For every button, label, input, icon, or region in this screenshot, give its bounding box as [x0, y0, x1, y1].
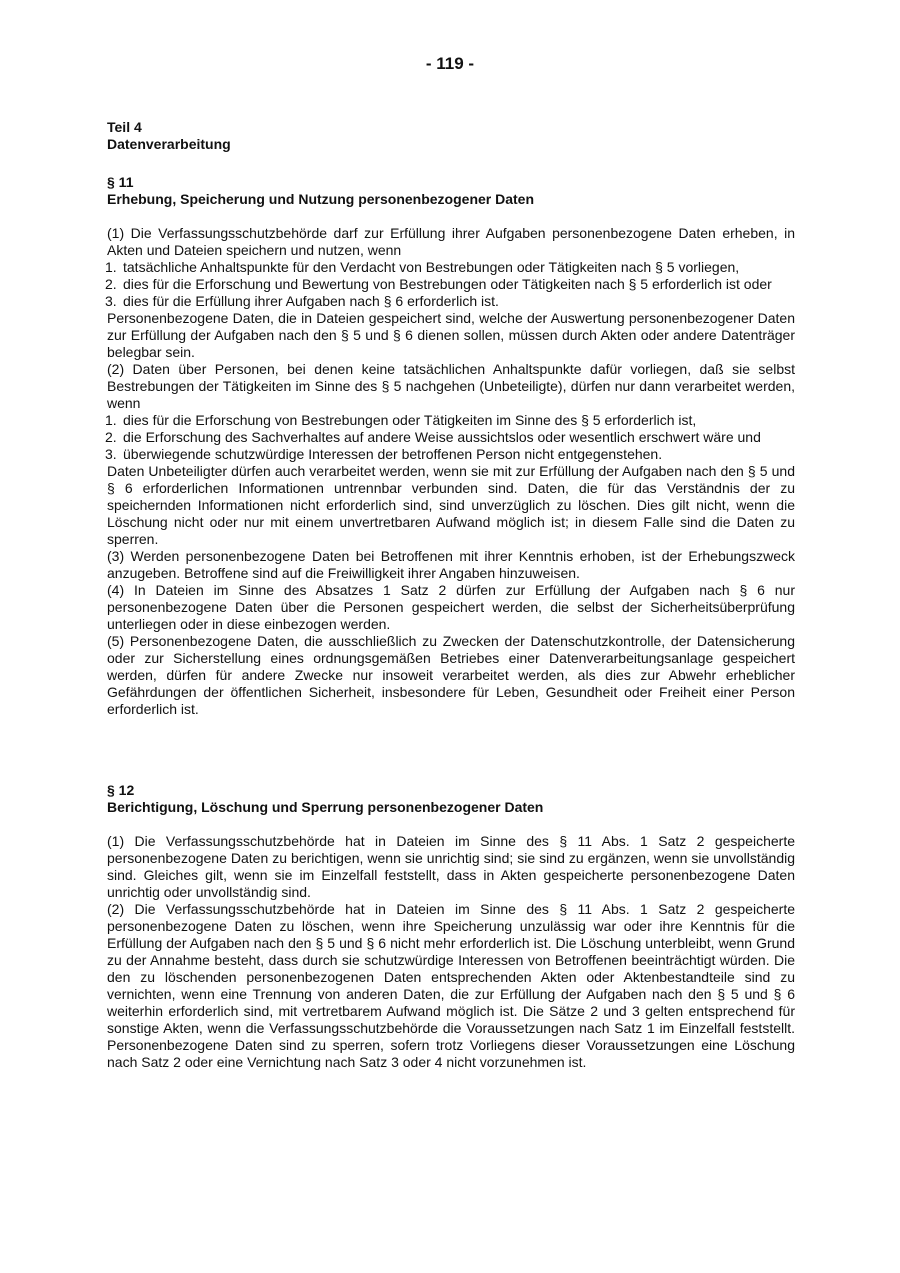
- paragraph: Daten Unbeteiligter dürfen auch verarbeitet werden, wenn sie mit zur Erfüllung der Aufgaben nach den § 5 und § 6 erforderlichen Informationen untrennbar verbunden sind. Daten, die für das Verständnis der zu speichernden Informationen nicht erforderlich sind, sind unverzüglich zu löschen. Dies gilt nicht, wenn die Löschung nicht oder nur mit einem unvertretbaren Aufwand möglich ist; in diesem Falle sind die Daten zu sperren.: [107, 463, 795, 547]
- section-11: [107, 174, 795, 718]
- list-item-number: 2.: [105, 429, 117, 445]
- list-item: [107, 276, 795, 293]
- section-title: Erhebung, Speicherung und Nutzung personenbezogener Daten: [107, 191, 535, 207]
- paragraph: Personenbezogene Daten, die in Dateien gespeichert sind, welche der Auswertung personenbezogener Daten zur Erfüllung der Aufgaben nach den § 5 und § 6 dienen sollen, müssen durch Akten oder andere Datenträger belegbar sein.: [107, 310, 795, 360]
- numbered-list: [107, 412, 795, 463]
- section-12: [107, 782, 795, 1071]
- paragraph: (3) Werden personenbezogene Daten bei Betroffenen mit ihrer Kenntnis erhoben, ist der Erhebungszweck anzugeben. Betroffene sind auf die Freiwilligkeit ihrer Angaben hinzuweisen.: [107, 548, 795, 581]
- numbered-list: [107, 259, 795, 310]
- list-item-text: tatsächliche Anhaltspunkte für den Verdacht von Bestrebungen oder Tätigkeiten nach § 5 vorliegen,: [123, 259, 740, 275]
- paragraph: (4) In Dateien im Sinne des Absatzes 1 Satz 2 dürfen zur Erfüllung der Aufgaben nach § 6 nur personenbezogene Daten über die Personen gespeichert werden, die selbst der Sicherheitsüberprüfung unterliegen oder in diese einbezogen werden.: [107, 582, 795, 632]
- paragraph: (2) Daten über Personen, bei denen keine tatsächlichen Anhaltspunkte dafür vorliegen, daß sie selbst Bestrebungen der Tätigkeiten im Sinne des § 5 nachgehen (Unbeteiligte), dürfen nur dann verarbeitet werden, wenn: [107, 361, 795, 411]
- list-item-text: dies für die Erfüllung ihrer Aufgaben nach § 6 erforderlich ist.: [123, 293, 499, 309]
- list-item: [107, 446, 795, 463]
- list-item: [107, 429, 795, 446]
- paragraph: (2) Die Verfassungsschutzbehörde hat in Dateien im Sinne des § 11 Abs. 1 Satz 2 gespeicherte personenbezogene Daten zu löschen, wenn ihre Speicherung unzulässig war oder ihre Kenntnis für die Erfüllung der Aufgaben nach den § 5 und § 6 nicht mehr erforderlich ist. Die Löschung unterbleibt, wenn Grund zu der Annahme besteht, dass durch sie schutzwürdige Interessen von Betroffenen beeinträchtigt würden. Die den zu löschenden personenbezogenen Daten entsprechenden Akten oder Aktenbestandteile sind zu vernichten, wenn eine Trennung von anderen Daten, die zur Erfüllung der Aufgaben nach den § 5 und § 6 weiterhin erforderlich sind, mit vertretbarem Aufwand möglich ist. Die Sätze 2 und 3 gelten entsprechend für sonstige Akten, wenn die Verfassungsschutzbehörde die Voraussetzungen nach Satz 1 im Einzelfall feststellt. Personenbezogene Daten sind zu sperren, sofern trotz Vorliegens dieser Voraussetzungen eine Löschung nach Satz 2 oder eine Vernichtung nach Satz 3 oder 4 nicht vorzunehmen ist.: [107, 901, 795, 1070]
- list-item-text: dies für die Erforschung und Bewertung von Bestrebungen oder Tätigkeiten nach § 5 erforderlich ist oder: [123, 276, 772, 292]
- part-title: Datenverarbeitung: [107, 136, 231, 152]
- list-item-text: die Erforschung des Sachverhaltes auf andere Weise aussichtslos oder wesentlich erschwert wäre und: [123, 429, 761, 445]
- paragraph: (5) Personenbezogene Daten, die ausschließlich zu Zwecken der Datenschutzkontrolle, der Datensicherung oder zur Sicherstellung eines ordnungsgemäßen Betriebes einer Datenverarbeitungsanlage gespeichert werden, dürfen für andere Zwecke nur insoweit verarbeitet werden, als dies zur Abwehr erheblicher Gefährdungen der öffentlichen Sicherheit, insbesondere für Leben, Gesundheit oder Freiheit einer Person erforderlich ist.: [107, 633, 795, 717]
- paragraph: (1) Die Verfassungsschutzbehörde hat in Dateien im Sinne des § 11 Abs. 1 Satz 2 gespeicherte personenbezogene Daten zu berichtigen, wenn sie unrichtig sind; sie sind zu ergänzen, wenn sie unvollständig sind. Gleiches gilt, wenn sie im Einzelfall feststellt, dass in Akten gespeicherte personenbezogene Daten unrichtig oder unvollständig sind.: [107, 833, 795, 900]
- list-item: [107, 293, 795, 310]
- list-item-number: 3.: [105, 446, 117, 462]
- part-label: Teil 4: [107, 119, 142, 135]
- list-item-text: überwiegende schutzwürdige Interessen der betroffenen Person nicht entgegenstehen.: [123, 446, 663, 462]
- list-item-number: 2.: [105, 276, 117, 292]
- part-heading: [107, 119, 795, 153]
- section-title: Berichtigung, Löschung und Sperrung personenbezogener Daten: [107, 799, 544, 815]
- section-number: § 11: [107, 174, 134, 190]
- list-item: [107, 259, 795, 276]
- list-item-text: dies für die Erforschung von Bestrebungen oder Tätigkeiten im Sinne des § 5 erforderlich ist,: [123, 412, 697, 428]
- paragraph: (1) Die Verfassungsschutzbehörde darf zur Erfüllung ihrer Aufgaben personenbezogene Daten erheben, in Akten und Dateien speichern und nutzen, wenn: [107, 225, 795, 258]
- page-number: - 119 -: [425, 54, 475, 73]
- list-item-number: 1.: [105, 412, 117, 428]
- list-item-number: 1.: [105, 259, 117, 275]
- section-number: § 12: [107, 782, 135, 798]
- list-item: [107, 412, 795, 429]
- list-item-number: 3.: [105, 293, 117, 309]
